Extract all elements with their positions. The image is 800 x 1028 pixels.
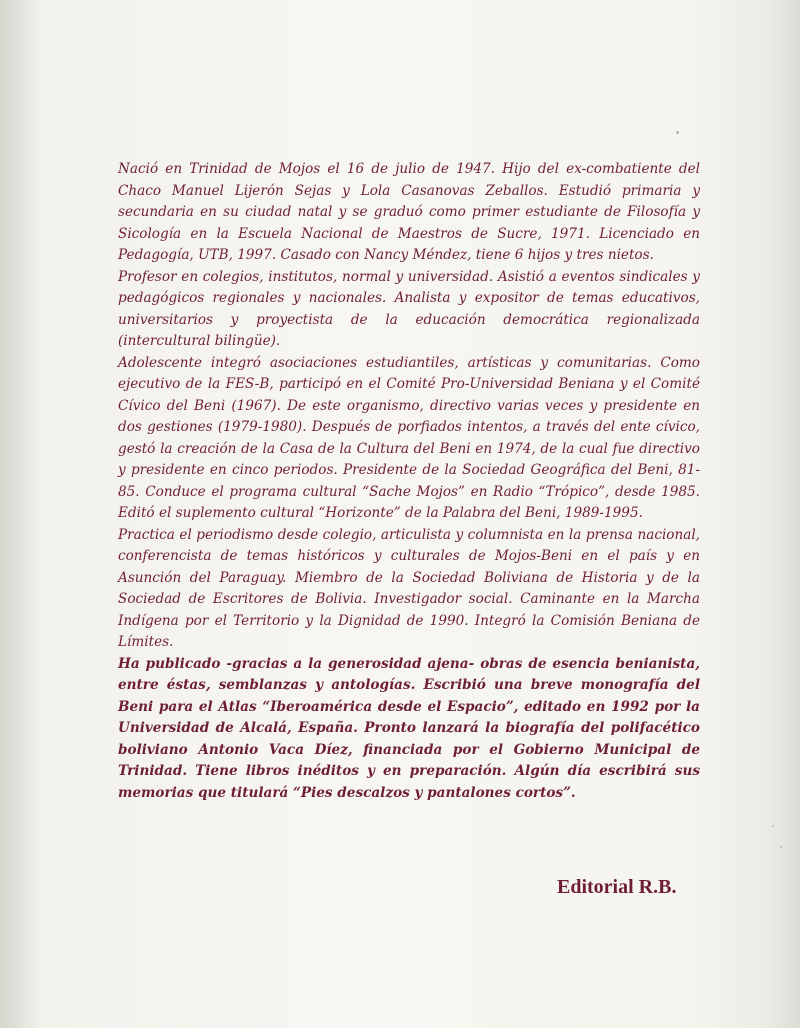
biography-paragraph-publications: Ha publicado -gracias a la generosidad ajena- obras de esencia benianista, entre éstas, semblanzas y antologías. Escribió una breve monografía del Beni para el Atlas “Iberoamérica desde el Espacio”, editado en 1992 por la Universidad de Alcalá, España. Pronto lanzará la biografía del polifacético boliviano Antonio Vaca Díez, financiada por el Gobierno Municipal de Trinidad. Tiene libros inéditos y en preparación. Algún día escribirá sus memorias que titulará “Pies descalzos y pantalones cortos”. bbox=[118, 655, 700, 801]
biography-paragraph-journalism: Practica el periodismo desde colegio, articulista y columnista en la prensa nacional, conferencista de temas históricos y culturales de Mojos-Beni en el país y en Asunción del Paraguay. Miembro de la Sociedad Boliviana de Historia y de la Sociedad de Escritores de Bolivia. Investigador social. Caminante en la Marcha Indígena por el Territorio y la Dignidad de 1990. Integró la Comisión Beniana de Límites. bbox=[118, 526, 700, 650]
paper-speck bbox=[676, 131, 679, 134]
author-biography bbox=[118, 159, 700, 804]
paper-speck bbox=[780, 846, 782, 848]
page-edge-shadow bbox=[0, 0, 40, 1028]
paper-speck bbox=[772, 825, 774, 827]
biography-paragraph-birth: Nació en Trinidad de Mojos el 16 de julio de 1947. Hijo del ex-combatiente del Chaco Manuel Lijerón Sejas y Lola Casanovas Zeballos. Estudió primaria y secundaria en su ciudad natal y se graduó como primer estudiante de Filosofía y Sicología en la Escuela Nacional de Maestros de Sucre, 1971. Licenciado en Pedagogía, UTB, 1997. Casado con Nancy Méndez, tiene 6 hijos y tres nietos. bbox=[118, 161, 700, 263]
biography-paragraph-teaching: Profesor en colegios, institutos, normal y universidad. Asistió a eventos sindicales y pedagógicos regionales y nacionales. Analista y expositor de temas educativos, universitarios y proyectista de la educación democrática regionalizada (intercultural bilingüe). bbox=[118, 268, 700, 349]
publisher-name: Editorial R.B. bbox=[557, 876, 677, 898]
biography-paragraph-civic: Adolescente integró asociaciones estudiantiles, artísticas y comunitarias. Como ejecutivo de la FES-B, participó en el Comité Pro-Universidad Beniana y el Comité Cívico del Beni (1967). De este organismo, directivo varias veces y presidente en dos gestiones (1979-1980). Después de porfiados intentos, a través del ente cívico, gestó la creación de la Casa de la Cultura del Beni en 1974, de la cual fue directivo y presidente en cinco periodos. Presidente de la Sociedad Geográfica del Beni, 81-85. Conduce el programa cultural “Sache Mojos” en Radio “Trópico”, desde 1985. Editó el suplemento cultural “Horizonte” de la Palabra del Beni, 1989-1995. bbox=[118, 354, 700, 521]
